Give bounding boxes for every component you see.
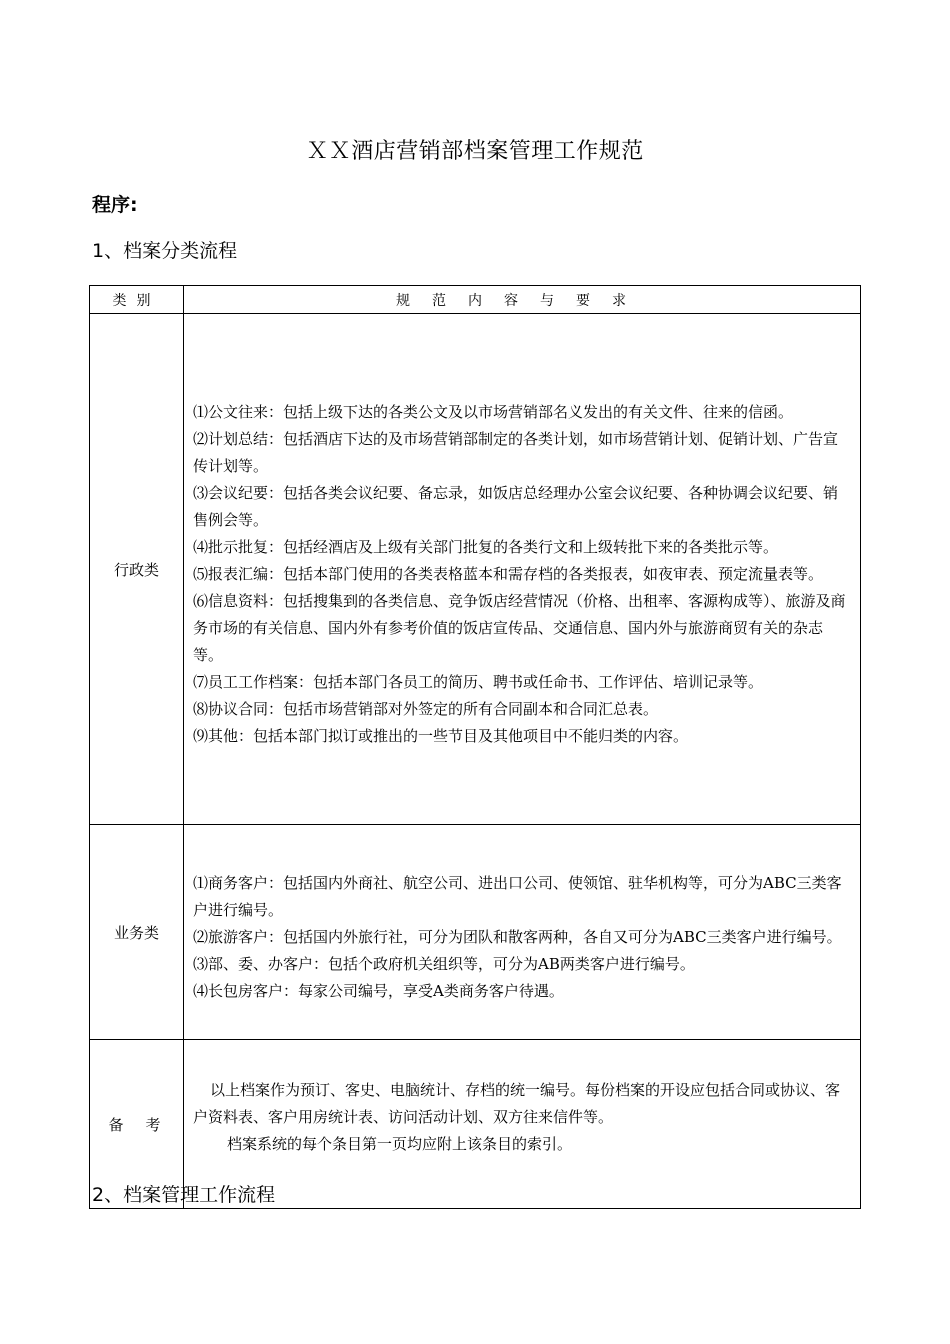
list-item: ⑻协议合同：包括市场营销部对外签定的所有合同副本和合同汇总表。 (193, 699, 659, 718)
list-item: ⑺员工工作档案：包括本部门各员工的简历、聘书或任命书、工作评估、培训记录等。 (193, 672, 764, 691)
row-content (184, 314, 861, 825)
row-content (184, 1040, 861, 1209)
list-item: ⑶部、委、办客户：包括个政府机关组织等，可分为AB两类客户进行编号。 (193, 954, 695, 973)
header-category: 类别 (90, 286, 184, 314)
remark-paragraph: 档案系统的每个条目第一页均应附上该条目的索引。 (227, 1134, 573, 1153)
table-row (90, 314, 861, 825)
list-item: ⑴公文往来：包括上级下达的各类公文及以市场营销部名义发出的有关文件、往来的信函。 (193, 402, 794, 421)
list-item: ⑼其他：包括本部门拟订或推出的一些节目及其他项目中不能归类的内容。 (193, 726, 689, 745)
list-item: ⑹信息资料：包括搜集到的各类信息、竞争饭店经营情况（价格、出租率、客源构成等）、旅游及商务市场的有关信息、国内外有参考价值的饭店宣传品、交通信息、国内外与旅游商贸有关的杂志等。 (193, 591, 846, 664)
row-content (184, 825, 861, 1040)
header-content: 规范内容与要求 (184, 286, 861, 314)
section-heading-1: 1、档案分类流程 (92, 240, 238, 262)
table-header-row (90, 286, 861, 314)
row-category: 行政类 (90, 314, 184, 825)
remark-paragraph: 以上档案作为预订、客史、电脑统计、存档的统一编号。每份档案的开设应包括合同或协议、客户资料表、客户用房统计表、访问活动计划、双方往来信件等。 (193, 1080, 841, 1126)
archive-classification-table (89, 285, 861, 1209)
list-item: ⑶会议纪要：包括各类会议纪要、备忘录，如饭店总经理办公室会议纪要、各种协调会议纪要、销售例会等。 (193, 483, 839, 529)
section-heading-2: 2、档案管理工作流程 (92, 1184, 276, 1206)
table-row (90, 825, 861, 1040)
list-item: ⑴商务客户：包括国内外商社、航空公司、进出口公司、使领馆、驻华机构等，可分为ABC三类客户进行编号。 (193, 873, 842, 919)
list-item: ⑷长包房客户：每家公司编号，享受A类商务客户待遇。 (193, 981, 564, 1000)
row-category: 备考 (90, 1040, 184, 1209)
list-item: ⑸报表汇编：包括本部门使用的各类表格蓝本和需存档的各类报表，如夜审表、预定流量表等。 (193, 564, 824, 583)
document-title: ＸＸ酒店营销部档案管理工作规范 (306, 139, 644, 164)
list-item: ⑷批示批复：包括经酒店及上级有关部门批复的各类行文和上级转批下来的各类批示等。 (193, 537, 779, 556)
row-category: 业务类 (90, 825, 184, 1040)
list-item: ⑵旅游客户：包括国内外旅行社，可分为团队和散客两种，各自又可分为ABC三类客户进行编号。 (193, 927, 842, 946)
list-item: ⑵计划总结：包括酒店下达的及市场营销部制定的各类计划，如市场营销计划、促销计划、广告宣传计划等。 (193, 429, 839, 475)
procedure-label: 程序: (92, 194, 138, 216)
